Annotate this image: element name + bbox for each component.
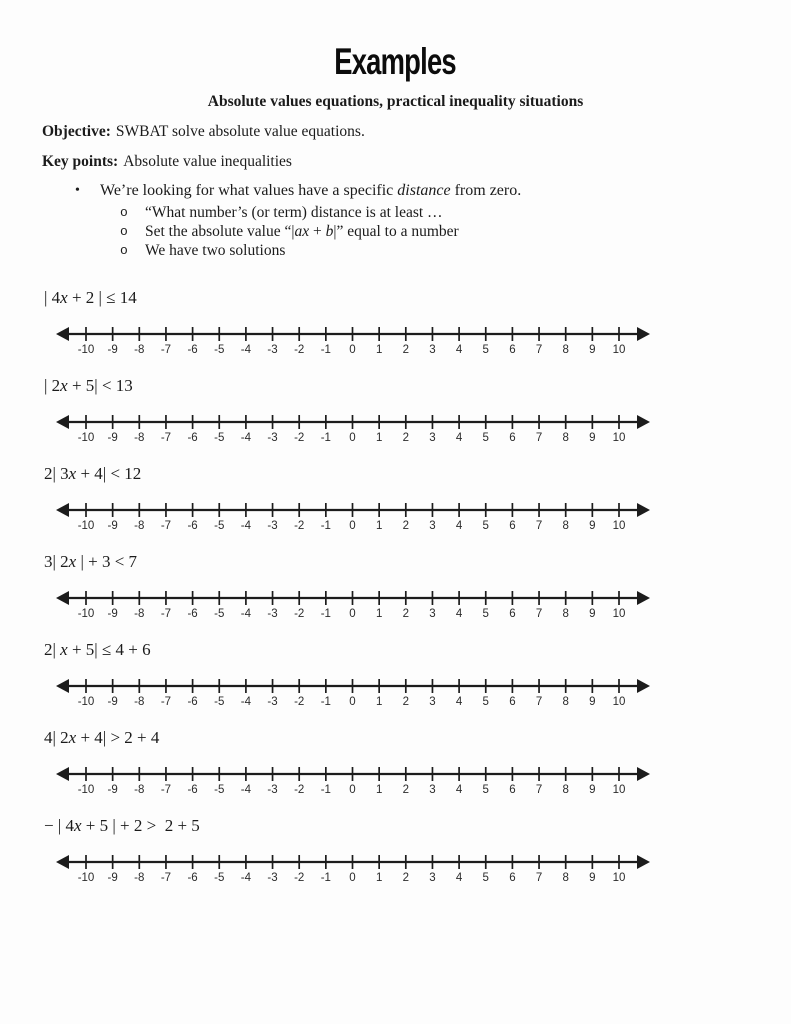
number-line-svg [55,585,651,621]
text-fragment: 2| 3 [44,464,69,483]
tick-label: 2 [402,344,410,356]
text-fragment: + 2 | ≤ 14 [67,288,137,307]
text-fragment: distance [397,182,451,199]
page-title-text: Examples [334,40,457,83]
tick-label: 2 [402,520,410,532]
tick-label: 0 [349,696,356,708]
tick-label: -6 [187,520,198,532]
page-title [42,40,749,83]
problem-block [42,288,749,357]
tick-label: -10 [77,696,95,708]
problem-block [42,640,749,709]
tick-label: 6 [509,696,516,708]
text-fragment: 2| [44,640,61,659]
right-arrow-icon [637,327,650,341]
tick-label: -1 [320,520,331,532]
tick-label: 6 [509,344,516,356]
tick-label: 4 [455,344,463,356]
tick-label: -10 [77,784,95,796]
tick-label: 6 [509,520,516,532]
tick-label: -5 [214,608,225,620]
number-line [55,849,651,885]
tick-label: -10 [77,872,95,884]
tick-label: -9 [107,696,118,708]
tick-label: -10 [77,344,95,356]
tick-label: 6 [509,432,516,444]
right-arrow-icon [637,591,650,605]
key-points-text: Absolute value inequalities [123,153,292,170]
tick-label: -7 [160,520,172,532]
problem-equation [44,376,749,396]
tick-label: -2 [294,432,305,444]
bullet-item-main [42,181,749,201]
tick-label: 2 [402,784,410,796]
tick-label: 10 [612,608,626,620]
text-fragment: x [60,288,68,307]
tick-label: -4 [240,872,252,884]
text-fragment: + 4| > 2 + 4 [76,728,160,747]
tick-label: 7 [535,872,543,884]
sub-bullet-text [145,222,459,241]
tick-label: -8 [134,608,145,620]
tick-label: -6 [187,784,198,796]
tick-label: 8 [562,608,569,620]
tick-label: 0 [349,344,356,356]
tick-label: -4 [240,520,252,532]
objective-line [42,123,749,141]
tick-label: -2 [294,696,305,708]
tick-label: -9 [107,872,118,884]
tick-label: 5 [482,872,489,884]
problem-equation [44,728,749,748]
tick-label: -8 [134,520,145,532]
number-line-svg [55,409,651,445]
text-fragment: 4| 2 [44,728,69,747]
number-line-svg [55,849,651,885]
tick-label: -5 [214,344,225,356]
text-fragment: from zero. [450,182,522,199]
text-fragment: x [68,728,77,747]
tick-label: 9 [589,696,596,708]
bullet-glyph: • [75,183,80,198]
number-line [55,409,651,445]
tick-label: -10 [77,432,95,444]
sub-bullet-glyph: o [120,243,128,258]
problem-equation [44,552,749,572]
tick-label: -5 [214,784,225,796]
objective-label: Objective: [42,123,111,140]
tick-label: 6 [509,784,516,796]
number-line [55,497,651,533]
right-arrow-icon [637,767,650,781]
tick-label: 8 [562,520,569,532]
text-fragment: ax [294,223,310,240]
objective-text: SWBAT solve absolute value equations. [115,123,365,140]
tick-label: 0 [349,432,356,444]
tick-label: 3 [429,872,436,884]
tick-label: 9 [589,520,596,532]
text-fragment: + 5 | + 2 > 2 + 5 [81,816,200,835]
tick-label: -3 [267,784,278,796]
tick-label: 1 [375,344,383,356]
tick-label: 9 [589,872,596,884]
sub-bullet-glyph: o [120,205,128,220]
tick-label: -7 [160,432,172,444]
tick-label: -8 [134,696,145,708]
tick-label: 7 [535,520,543,532]
tick-label: -3 [267,520,278,532]
right-arrow-icon [637,679,650,693]
tick-label: -9 [107,608,118,620]
number-line [55,761,651,797]
tick-label: -6 [187,696,198,708]
tick-label: -5 [214,696,225,708]
tick-label: -7 [160,696,172,708]
tick-label: -1 [320,344,331,356]
problem-block [42,464,749,533]
tick-label: 9 [589,344,596,356]
tick-label: -2 [294,520,305,532]
tick-label: 1 [375,872,383,884]
text-fragment: x [60,640,68,659]
right-arrow-icon [637,855,650,869]
problem-equation [44,640,749,660]
tick-label: 10 [612,520,626,532]
tick-label: 1 [375,784,383,796]
tick-label: 7 [535,344,543,356]
tick-label: 4 [455,784,463,796]
tick-label: 9 [589,784,596,796]
problem-block [42,552,749,621]
tick-label: -6 [187,872,198,884]
tick-label: 9 [589,608,596,620]
tick-label: 10 [612,344,626,356]
number-line-svg [55,321,651,357]
problem-block [42,816,749,885]
tick-label: 1 [375,696,383,708]
problem-block [42,376,749,445]
tick-label: 1 [375,520,383,532]
tick-label: -6 [187,608,198,620]
tick-label: 2 [402,608,410,620]
tick-label: -6 [187,432,198,444]
tick-label: -4 [240,608,252,620]
key-points-line [42,153,749,171]
tick-label: 6 [509,608,516,620]
tick-label: -1 [320,696,331,708]
tick-label: 6 [509,872,516,884]
text-fragment: 3| 2 [44,552,69,571]
tick-label: 5 [482,784,489,796]
tick-label: 5 [482,696,489,708]
tick-label: -9 [107,784,118,796]
tick-label: 3 [429,696,436,708]
tick-label: -4 [240,344,252,356]
tick-label: -4 [240,784,252,796]
tick-label: 10 [612,432,626,444]
tick-label: 1 [375,608,383,620]
tick-label: -1 [320,872,331,884]
tick-label: 2 [402,696,410,708]
tick-label: -9 [107,520,118,532]
tick-label: 2 [402,872,410,884]
tick-label: 4 [455,696,463,708]
text-fragment: “What number’s (or term) distance is at least … [145,204,443,221]
tick-label: -1 [320,608,331,620]
sub-bullet-text [145,203,443,222]
tick-label: -2 [294,872,305,884]
tick-label: 5 [482,520,489,532]
sub-bullet-glyph: o [120,224,128,239]
tick-label: -10 [77,608,95,620]
tick-label: -7 [160,784,172,796]
tick-label: -7 [160,872,172,884]
tick-label: 8 [562,872,569,884]
tick-label: 7 [535,784,543,796]
tick-label: 0 [349,784,356,796]
tick-label: -8 [134,344,145,356]
number-line-svg [55,761,651,797]
left-arrow-icon [56,503,69,517]
tick-label: 8 [562,784,569,796]
tick-label: 4 [455,608,463,620]
tick-label: -3 [267,872,278,884]
sub-bullet-item [42,222,749,241]
text-fragment: |” equal to a number [333,223,459,240]
left-arrow-icon [56,855,69,869]
tick-label: 5 [482,344,489,356]
left-arrow-icon [56,679,69,693]
tick-label: 10 [612,784,626,796]
tick-label: 7 [535,608,543,620]
tick-label: 3 [429,520,436,532]
text-fragment: + 5| < 13 [67,376,133,395]
tick-label: -4 [240,432,252,444]
tick-label: 0 [349,872,356,884]
tick-label: -8 [134,872,145,884]
tick-label: 3 [429,608,436,620]
tick-label: 0 [349,520,356,532]
tick-label: -6 [187,344,198,356]
problems-list [42,288,749,885]
number-line [55,673,651,709]
tick-label: -2 [294,784,305,796]
number-line [55,585,651,621]
tick-label: -3 [267,344,278,356]
tick-label: -7 [160,608,172,620]
left-arrow-icon [56,767,69,781]
tick-label: -7 [160,344,172,356]
page-subtitle: Absolute values equations, practical inequality situations [207,93,584,110]
bullet-list [42,181,749,260]
tick-label: 4 [455,432,463,444]
tick-label: 0 [349,608,356,620]
tick-label: 8 [562,696,569,708]
tick-label: 8 [562,432,569,444]
text-fragment: + 4| < 12 [76,464,142,483]
left-arrow-icon [56,591,69,605]
tick-label: -3 [267,432,278,444]
tick-label: -9 [107,432,118,444]
tick-label: -9 [107,344,118,356]
tick-label: -2 [294,608,305,620]
text-fragment: x [74,816,82,835]
tick-label: 5 [482,608,489,620]
text-fragment: x [68,464,77,483]
tick-label: -1 [320,784,331,796]
tick-label: 9 [589,432,596,444]
sub-bullet-item [42,203,749,222]
right-arrow-icon [637,415,650,429]
tick-label: 7 [535,432,543,444]
tick-label: 4 [455,872,463,884]
tick-label: 3 [429,432,436,444]
text-fragment: | + 3 < 7 [76,552,138,571]
tick-label: -5 [214,432,225,444]
tick-label: -5 [214,872,225,884]
text-fragment: We’re looking for what values have a specific [100,182,398,199]
problem-equation [44,464,749,484]
tick-label: -8 [134,784,145,796]
bullet-text [100,181,521,201]
text-fragment: x [60,376,68,395]
tick-label: 10 [612,696,626,708]
text-fragment: + 5| ≤ 4 + 6 [67,640,151,659]
problem-block [42,728,749,797]
number-line-svg [55,673,651,709]
tick-label: -5 [214,520,225,532]
tick-label: 4 [455,520,463,532]
tick-label: 1 [375,432,383,444]
tick-label: 2 [402,432,410,444]
tick-label: 7 [535,696,543,708]
tick-label: 8 [562,344,569,356]
left-arrow-icon [56,415,69,429]
text-fragment: We have two solutions [145,242,286,259]
sub-bullet-text [145,241,285,260]
tick-label: -10 [77,520,95,532]
tick-label: 3 [429,344,436,356]
problem-equation [44,288,749,308]
tick-label: -3 [267,608,278,620]
tick-label: 10 [612,872,626,884]
tick-label: -1 [320,432,331,444]
number-line [55,321,651,357]
right-arrow-icon [637,503,650,517]
text-fragment: Set the absolute value “| [145,223,295,240]
text-fragment: − | 4 [44,816,74,835]
sub-bullet-item [42,241,749,260]
problem-equation [44,816,749,836]
number-line-svg [55,497,651,533]
tick-label: -8 [134,432,145,444]
left-arrow-icon [56,327,69,341]
tick-label: 5 [482,432,489,444]
text-fragment: b [325,223,334,240]
tick-label: -2 [294,344,305,356]
key-points-label: Key points: [42,153,119,170]
text-fragment: + [309,223,326,240]
text-fragment: x [68,552,77,571]
tick-label: -3 [267,696,278,708]
text-fragment: | 2 [44,376,61,395]
text-fragment: | 4 [44,288,61,307]
tick-label: -4 [240,696,252,708]
tick-label: 3 [429,784,436,796]
